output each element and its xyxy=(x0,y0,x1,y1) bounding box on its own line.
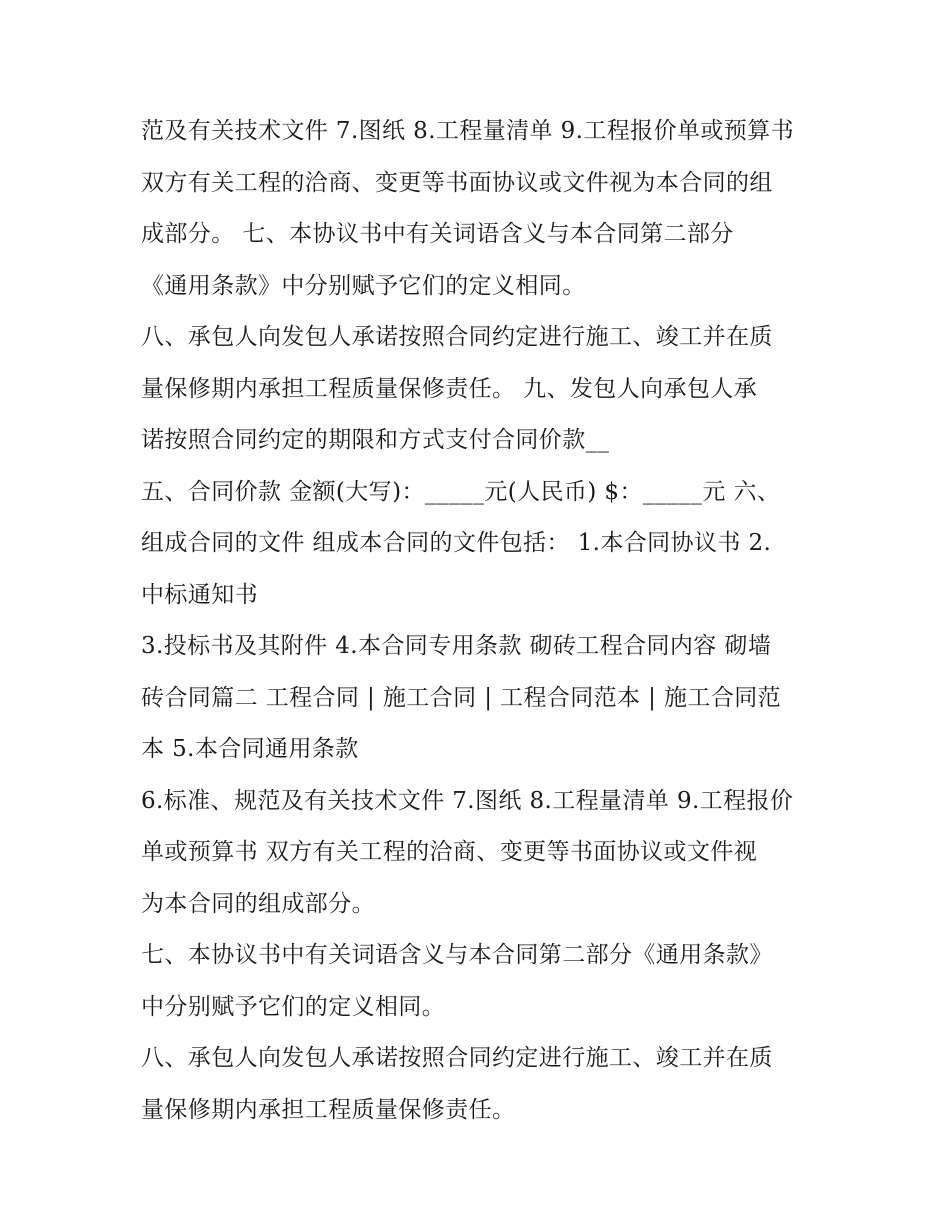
text-line-5: 八、承包人向发包人承诺按照合同约定进行施工、竣工并在质 xyxy=(141,324,773,350)
text-line-13: 本 5.本合同通用条款 xyxy=(141,736,359,762)
text-line-15: 单或预算书 双方有关工程的洽商、变更等书面协议或文件视 xyxy=(141,839,758,865)
text-line-17: 七、本协议书中有关词语含义与本合同第二部分《通用条款》 xyxy=(141,942,773,968)
text-line-14: 6.标准、规范及有关技术文件 7.图纸 8.工程量清单 9.工程报价 xyxy=(141,787,794,814)
text-line-7: 诺按照合同约定的期限和方式支付合同价款__ xyxy=(141,427,610,453)
text-line-8: 五、合同价款 金额(大写)：_____元(人民币) $：_____元 六、 xyxy=(141,478,781,505)
text-line-18: 中分别赋予它们的定义相同。 xyxy=(141,993,446,1020)
text-line-1: 范及有关技术文件 7.图纸 8.工程量清单 9.工程报价单或预算书 xyxy=(141,118,794,144)
text-line-11: 3.投标书及其附件 4.本合同专用条款 砌砖工程合同内容 砌墙 xyxy=(141,633,772,659)
text-line-20: 量保修期内承担工程质量保修责任。 xyxy=(141,1096,516,1123)
text-line-2: 双方有关工程的洽商、变更等书面协议或文件视为本合同的组 xyxy=(141,169,773,196)
text-line-16: 为本合同的组成部分。 xyxy=(141,890,375,917)
contract-text xyxy=(141,106,821,1136)
text-line-19: 八、承包人向发包人承诺按照合同约定进行施工、竣工并在质 xyxy=(141,1045,773,1071)
text-line-4: 《通用条款》中分别赋予它们的定义相同。 xyxy=(141,272,586,299)
text-line-6: 量保修期内承担工程质量保修责任。 九、发包人向承包人承 xyxy=(141,375,758,402)
text-line-10: 中标通知书 xyxy=(141,581,258,608)
text-line-9: 组成合同的文件 组成本合同的文件包括： 1.本合同协议书 2. xyxy=(141,530,772,556)
text-line-3: 成部分。 七、本协议书中有关词语含义与本合同第二部分 xyxy=(141,221,734,247)
text-line-12: 砖合同篇二 工程合同 | 施工合同 | 工程合同范本 | 施工合同范 xyxy=(141,684,782,711)
